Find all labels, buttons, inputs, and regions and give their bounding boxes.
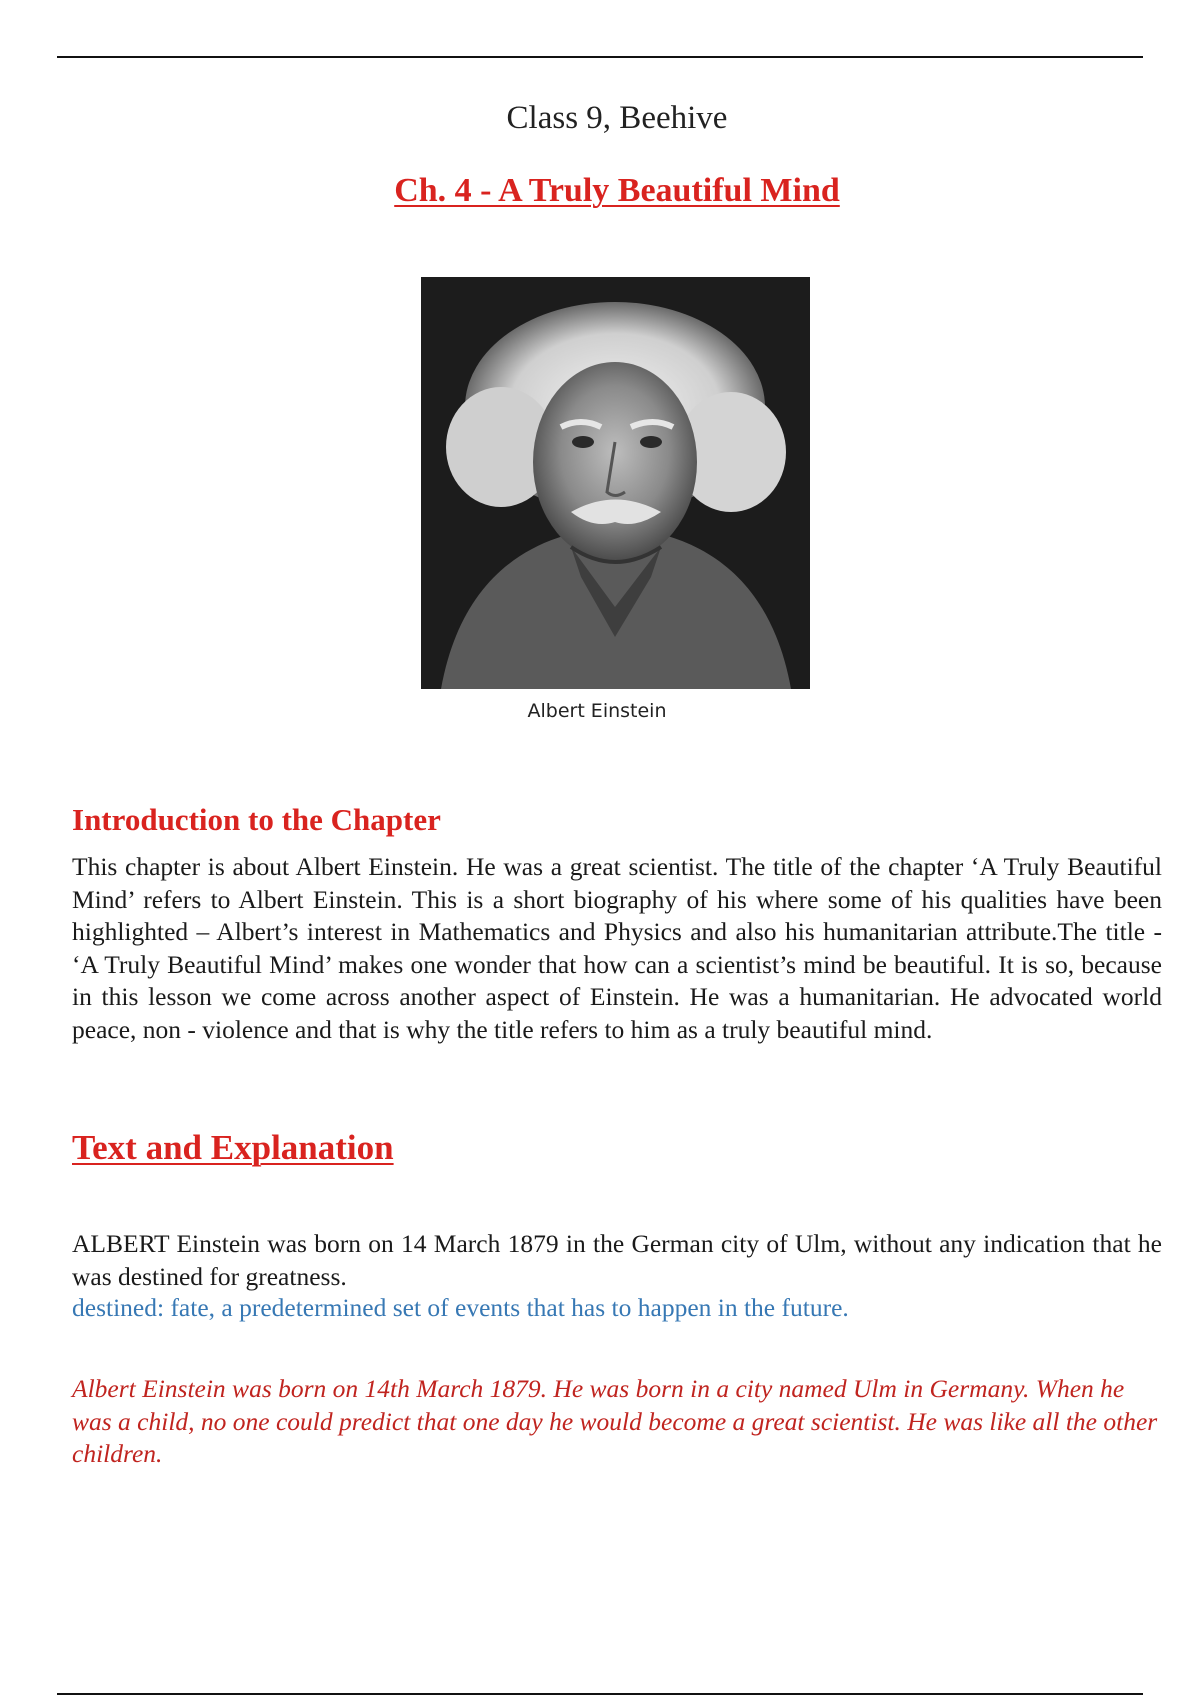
top-rule — [57, 56, 1143, 58]
chapter-title: Ch. 4 - A Truly Beautiful Mind — [394, 172, 840, 209]
text-passage: ALBERT Einstein was born on 14 March 1879 in the German city of Ulm, without any indication that he was destined for greatness. — [72, 1229, 1162, 1291]
bottom-rule — [57, 1693, 1143, 1695]
glossary-note: destined: fate, a predetermined set of events that has to happen in the future. — [72, 1293, 849, 1322]
introduction-paragraph: This chapter is about Albert Einstein. He was a great scientist. The title of the chapter ‘A Truly Beautiful Mind’ refers to Albert Einstein. This is a short biography of his where some of his qualities have been highlighted – Albert’s interest in Mathematics and Physics and also his humanitarian attribute.The title - ‘A Truly Beautiful Mind’ makes one wonder that how can a scientist’s mind be beautiful. It is so, because in this lesson we come across another aspect of Einstein. He was a humanitarian. He advocated world peace, non - violence and that is why the title refers to him as a truly beautiful mind. — [72, 852, 1162, 1044]
explanation-paragraph: Albert Einstein was born on 14th March 1879. He was born in a city named Ulm in Germany. When he was a child, no one could predict that one day he would become a great scientist. He was like all the other children. — [72, 1374, 1158, 1468]
image-caption: Albert Einstein — [527, 700, 667, 722]
introduction-heading: Introduction to the Chapter — [72, 802, 441, 837]
einstein-portrait-image — [421, 277, 810, 689]
text-explanation-heading: Text and Explanation — [72, 1128, 394, 1167]
class-line: Class 9, Beehive — [506, 100, 728, 136]
